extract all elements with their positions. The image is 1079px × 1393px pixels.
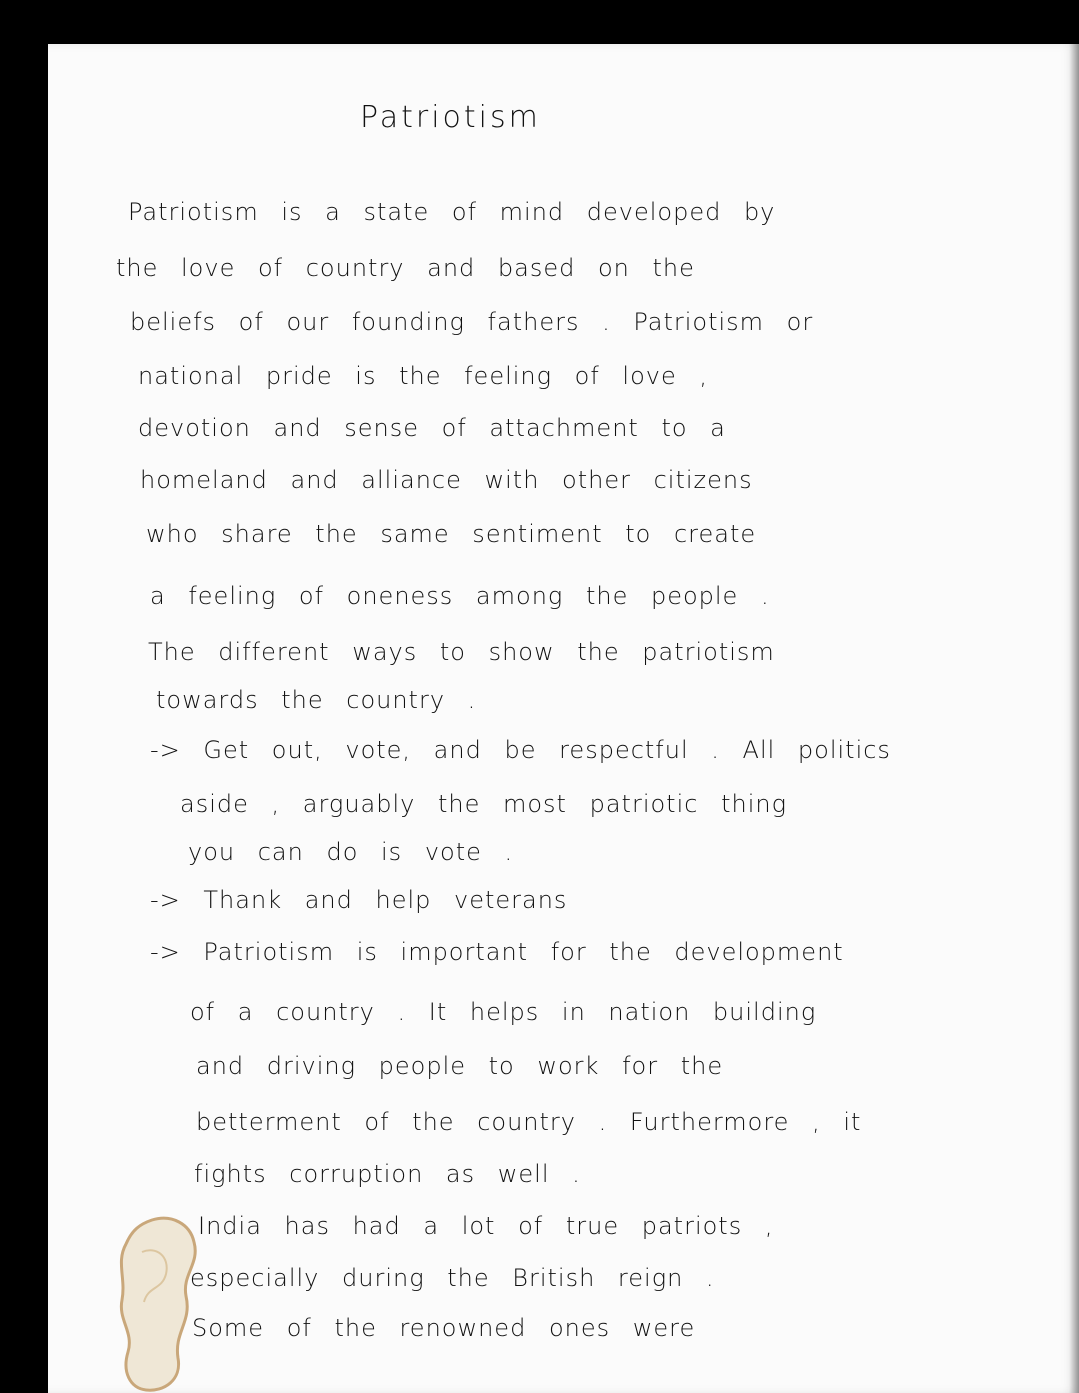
text-line-3: beliefs of our founding fathers . Patriotism or: [130, 308, 814, 336]
text-line-20: India has had a lot of true patriots ,: [198, 1212, 774, 1240]
text-line-11: -> Get out, vote, and be respectful . All politics: [150, 736, 891, 764]
text-line-8: a feeling of oneness among the people .: [150, 582, 770, 610]
text-line-16: of a country . It helps in nation building: [190, 998, 817, 1026]
paper-stain: [112, 1212, 202, 1393]
text-line-18: betterment of the country . Furthermore , it: [196, 1108, 862, 1136]
text-line-14: -> Thank and help veterans: [150, 886, 568, 914]
text-line-19: fights corruption as well .: [194, 1160, 581, 1188]
text-line-22: Some of the renowned ones were: [192, 1314, 696, 1342]
text-line-4: national pride is the feeling of love ,: [138, 362, 709, 390]
page-edge-shadow: [1069, 44, 1079, 1393]
text-line-15: -> Patriotism is important for the development: [150, 938, 844, 966]
text-line-1: Patriotism is a state of mind developed by: [128, 198, 776, 226]
text-line-17: and driving people to work for the: [196, 1052, 724, 1080]
text-line-21: especially during the British reign .: [190, 1264, 715, 1292]
text-line-12: aside , arguably the most patriotic thing: [180, 790, 787, 818]
text-line-7: who share the same sentiment to create: [146, 520, 757, 548]
text-line-6: homeland and alliance with other citizens: [140, 466, 753, 494]
text-line-5: devotion and sense of attachment to a: [138, 414, 726, 442]
text-line-13: you can do is vote .: [188, 838, 514, 866]
notebook-page: [48, 44, 1079, 1393]
text-line-10: towards the country .: [156, 686, 477, 714]
page-title: Patriotism: [360, 100, 541, 135]
text-line-9: The different ways to show the patriotism: [148, 638, 775, 666]
text-line-2: the love of country and based on the: [116, 254, 695, 282]
